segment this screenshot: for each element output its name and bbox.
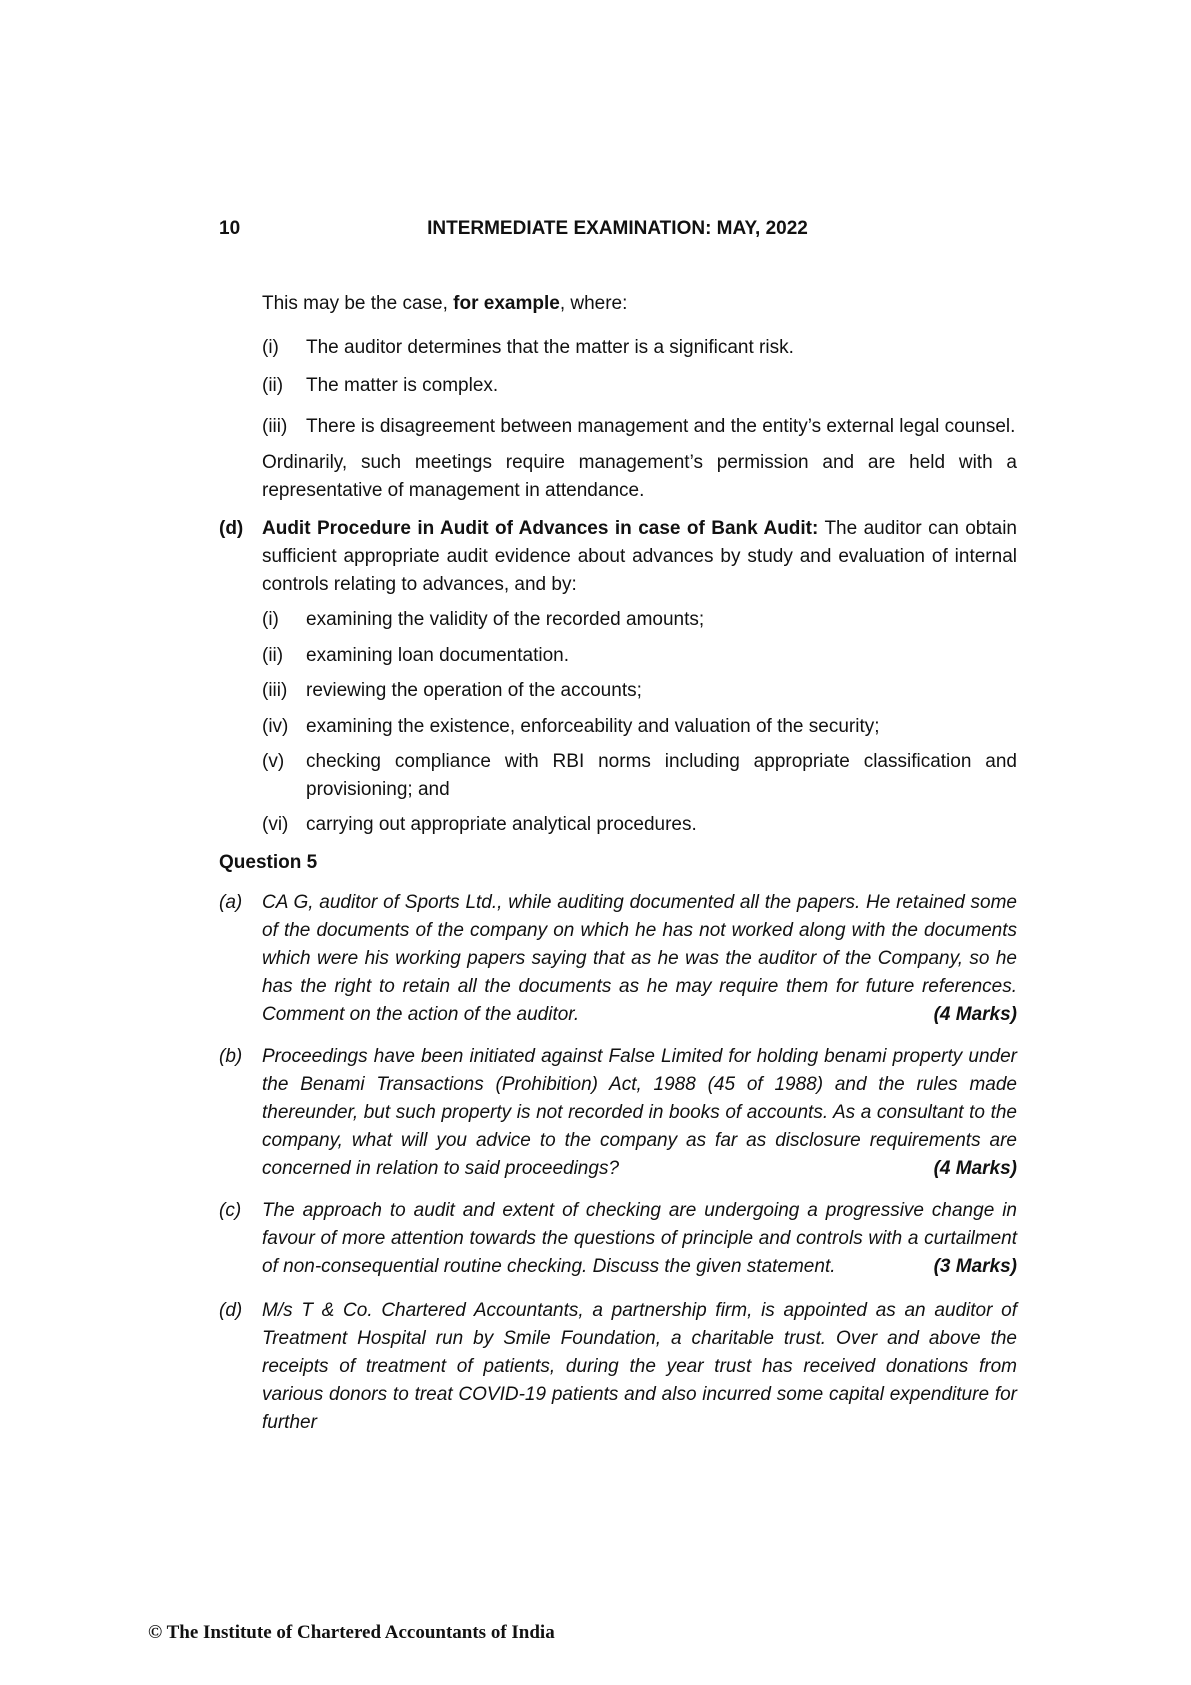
marks-label: (4 Marks): [933, 1004, 1017, 1025]
list-item-text: reviewing the operation of the accounts;: [306, 680, 642, 701]
question-part-label: (d): [219, 1300, 243, 1321]
list-item-label: (iv): [262, 716, 289, 737]
page-header: [219, 218, 1016, 244]
list-item-text: examining the validity of the recorded amounts;: [306, 609, 705, 630]
question-part-label: (a): [219, 892, 243, 913]
question-part-body: [262, 889, 1017, 1029]
list-item-text: The matter is complex.: [306, 375, 499, 396]
part-d-label: (d): [219, 518, 244, 539]
marks-label: (3 Marks): [933, 1256, 1017, 1277]
question-part-label: (b): [219, 1046, 243, 1067]
footer-copyright: © The Institute of Chartered Accountants of India: [148, 1622, 555, 1643]
question-part-label: (c): [219, 1200, 242, 1221]
list-item-label: (iii): [262, 680, 288, 701]
list-item-label: (i): [262, 609, 279, 630]
ordinarily-paragraph: Ordinarily, such meetings require management’s permission and are held with a representative of management in attendance.: [262, 452, 1017, 501]
list-item-text: There is disagreement between management and the entity’s external legal counsel.: [306, 416, 1016, 437]
question-part-last-line: Comment on the action of the auditor.: [262, 1004, 580, 1025]
list-item-text: The auditor determines that the matter is a significant risk.: [306, 337, 794, 358]
intro-post: , where:: [559, 293, 628, 314]
list-item-label: (ii): [262, 645, 284, 666]
list-item-text: examining loan documentation.: [306, 645, 570, 666]
intro-bold: for example: [453, 293, 560, 314]
marks-label: (4 Marks): [933, 1158, 1017, 1179]
list-item-label: (v): [262, 751, 285, 772]
question-part-last-line: of non-consequential routine checking. Discuss the given statement.: [262, 1256, 836, 1277]
page-number: 10: [219, 218, 241, 239]
part-d-text: The auditor can obtain sufficient appropriate audit evidence about advances by study and evaluation of internal controls relating to advances, and by:: [262, 518, 1017, 595]
intro-line: [262, 290, 627, 318]
question-part-text: Proceedings have been initiated against False Limited for holding benami property under the Benami Transactions (Prohibition) Act, 1988 (45 of 1988) and the rules made thereunder, but such property is not recorded in books of accounts. As a consultant to the company, what will you advice to the company as far as disclosure requirements are: [262, 1046, 1017, 1151]
question-part-body: [262, 1043, 1017, 1183]
question-part-body: [262, 1197, 1017, 1281]
part-d-heading: Audit Procedure in Audit of Advances in case of Bank Audit:: [262, 518, 819, 539]
list-item-text: checking compliance with RBI norms including appropriate classification and provisioning; and: [306, 751, 1017, 800]
question-heading: Question 5: [219, 852, 318, 873]
list-item-label: (i): [262, 337, 279, 358]
list-item-label: (iii): [262, 416, 288, 437]
list-item-text: examining the existence, enforceability and valuation of the security;: [306, 716, 880, 737]
question-part-text: CA G, auditor of Sports Ltd., while auditing documented all the papers. He retained some of the documents of the company on which he has not worked along with the documents which were his working papers saying that as he was the auditor of the Company, so he has the right to retain all the documents as he may require them for future references.: [262, 892, 1017, 997]
list-item-text: carrying out appropriate analytical procedures.: [306, 814, 697, 835]
question-part-text: The approach to audit and extent of checking are undergoing a progressive change in favour of more attention towards the questions of principle and controls with a curtailment: [262, 1200, 1017, 1249]
question-part-last-line: concerned in relation to said proceedings?: [262, 1158, 620, 1179]
list-item-label: (vi): [262, 814, 289, 835]
page-title: INTERMEDIATE EXAMINATION: MAY, 2022: [427, 218, 808, 239]
question-part-text: M/s T & Co. Chartered Accountants, a partnership firm, is appointed as an auditor of Treatment Hospital run by Smile Foundation, a charitable trust. Over and above the receipts of treatment of patients, during the year trust has received donations from various donors to treat COVID-19 patients and also incurred some capital expenditure for further: [262, 1300, 1017, 1433]
intro-pre: This may be the case,: [262, 293, 454, 314]
list-item-label: (ii): [262, 375, 284, 396]
part-d-body: [262, 515, 1017, 599]
